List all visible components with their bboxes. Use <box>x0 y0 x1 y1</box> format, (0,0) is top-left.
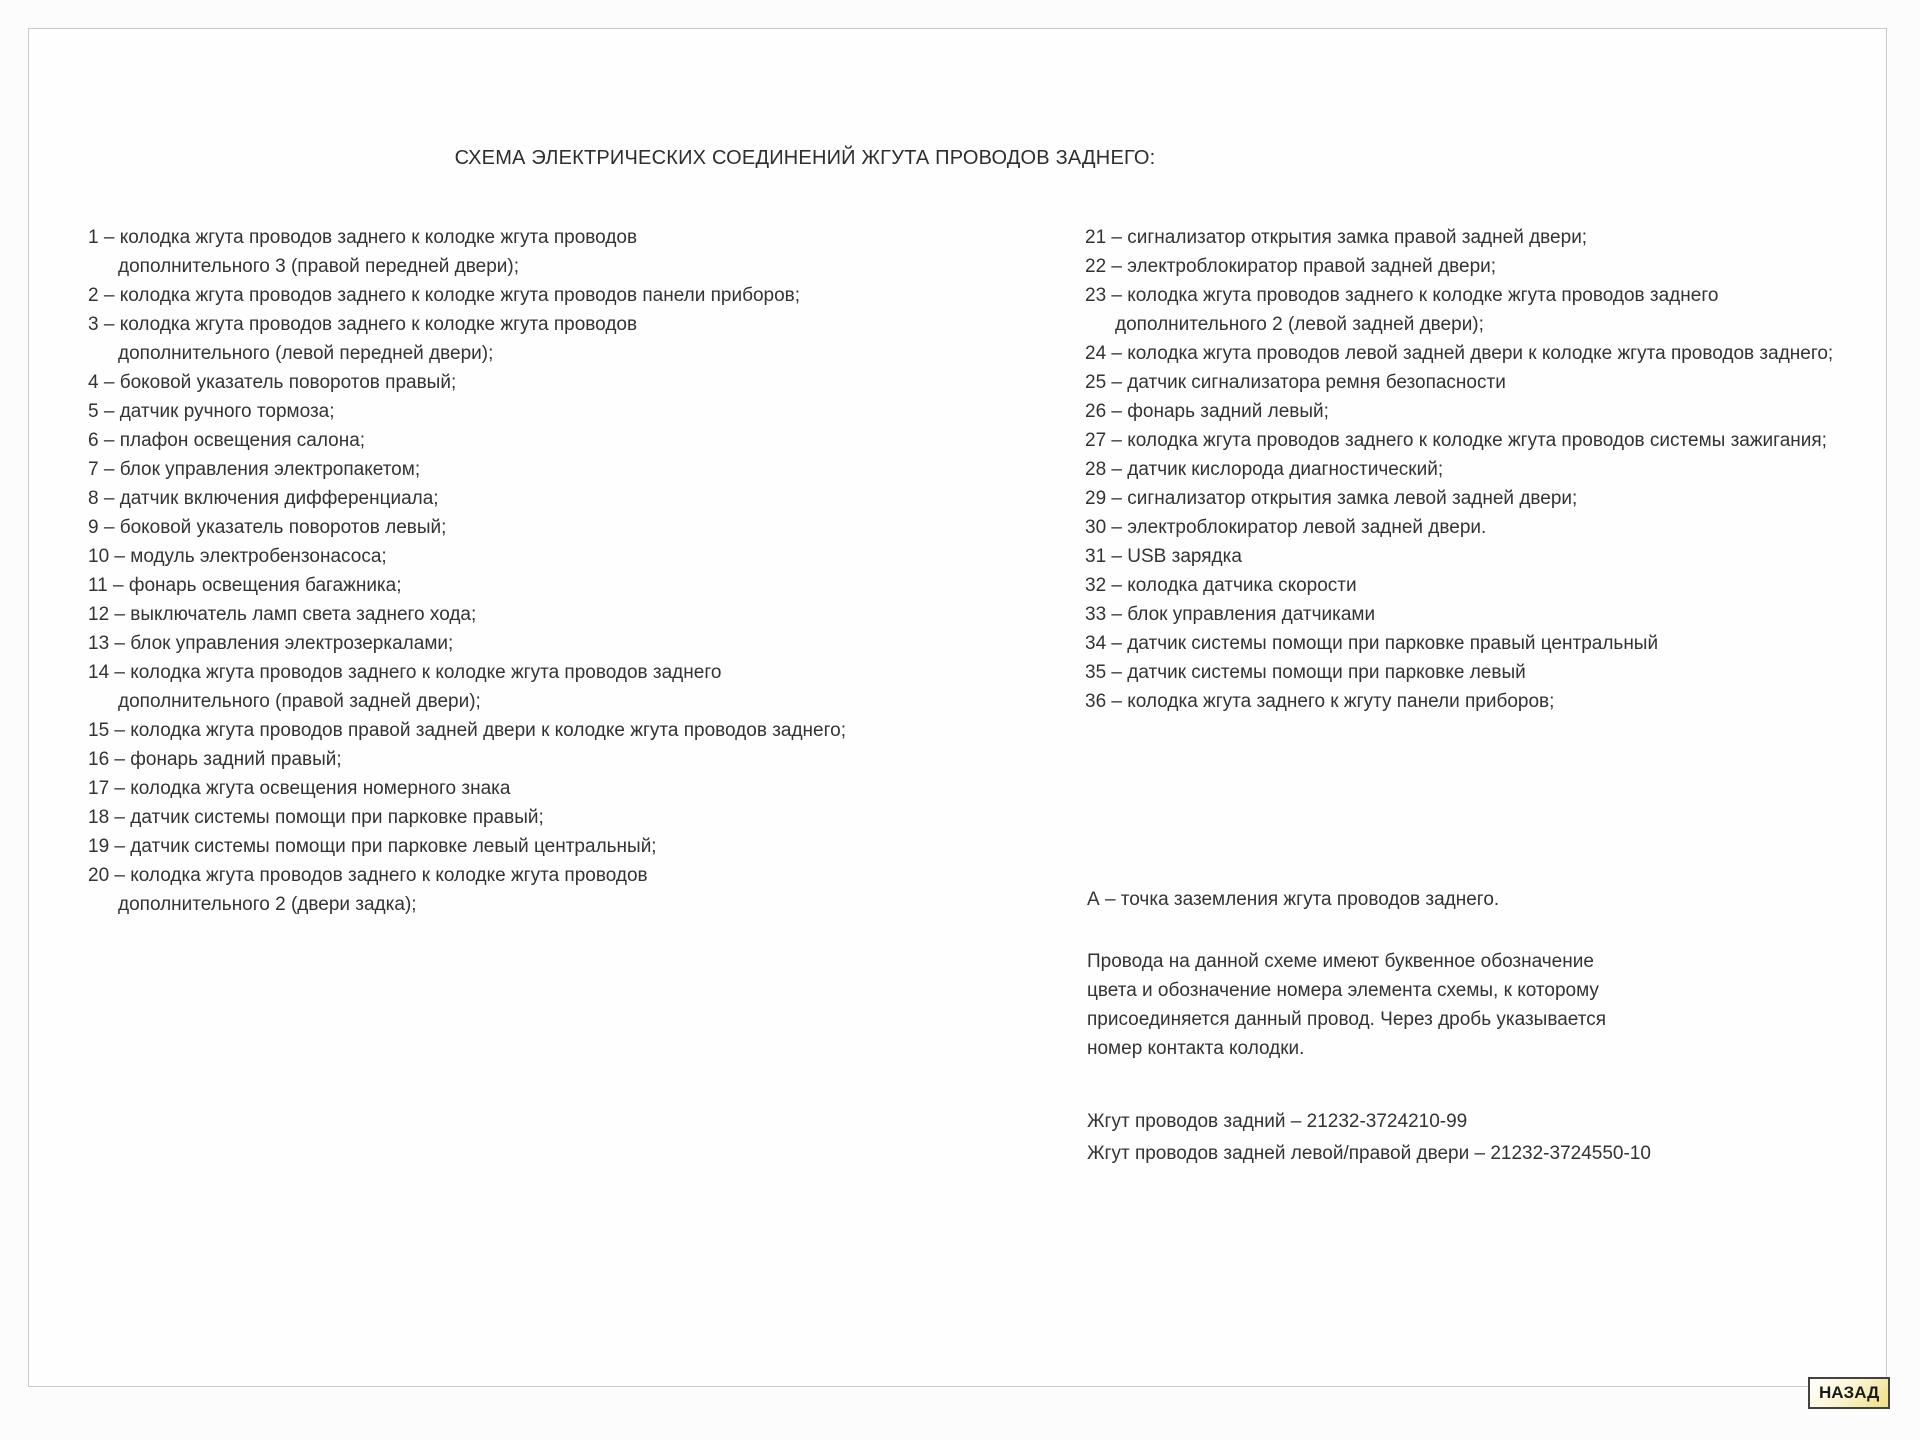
page-title: СХЕМА ЭЛЕКТРИЧЕСКИХ СОЕДИНЕНИЙ ЖГУТА ПРОВОДОВ ЗАДНЕГО: <box>454 147 1156 169</box>
legend-item-6: 6 – плафон освещения салона; <box>88 430 366 451</box>
harness-rear-part-number: Жгут проводов задний – 21232-3724210-99 <box>1087 1111 1468 1132</box>
legend-item-9: 9 – боковой указатель поворотов левый; <box>88 517 447 538</box>
legend-item-34: 34 – датчик системы помощи при парковке правый центральный <box>1085 633 1659 654</box>
legend-item-8: 8 – датчик включения дифференциала; <box>88 488 439 509</box>
legend-item-36: 36 – колодка жгута заднего к жгуту панели приборов; <box>1085 691 1555 712</box>
legend-item-29: 29 – сигнализатор открытия замка левой задней двери; <box>1085 488 1578 509</box>
legend-item-24: 24 – колодка жгута проводов левой задней двери к колодке жгута проводов заднего; <box>1085 343 1834 364</box>
legend-item-27: 27 – колодка жгута проводов заднего к колодке жгута проводов системы зажигания; <box>1085 430 1827 451</box>
legend-list-right <box>1085 223 1885 716</box>
legend-item-17: 17 – колодка жгута освещения номерного знака <box>88 778 511 799</box>
legend-item-19: 19 – датчик системы помощи при парковке левый центральный; <box>88 836 657 857</box>
legend-item-28: 28 – датчик кислорода диагностический; <box>1085 459 1444 480</box>
ground-point-note: А – точка заземления жгута проводов заднего. <box>1087 889 1500 910</box>
legend-item-31: 31 – USB зарядка <box>1085 546 1242 567</box>
legend-item-12: 12 – выключатель ламп света заднего хода; <box>88 604 477 625</box>
legend-item-26: 26 – фонарь задний левый; <box>1085 401 1329 422</box>
legend-item-32: 32 – колодка датчика скорости <box>1085 575 1357 596</box>
legend-item-33: 33 – блок управления датчиками <box>1085 604 1376 625</box>
legend-item-21: 21 – сигнализатор открытия замка правой задней двери; <box>1085 227 1588 248</box>
legend-item-11: 11 – фонарь освещения багажника; <box>88 575 402 596</box>
legend-item-14: 14 – колодка жгута проводов заднего к колодке жгута проводов заднего дополнительного (правой задней двери); <box>88 662 722 712</box>
wire-color-note: Провода на данной схеме имеют буквенное обозначение цвета и обозначение номера элемента схемы, к которому присоединяется данный провод. Через дробь указывается номер контакта колодки. <box>1087 951 1606 1059</box>
legend-item-15: 15 – колодка жгута проводов правой задней двери к колодке жгута проводов заднего; <box>88 720 846 741</box>
legend-item-13: 13 – блок управления электрозеркалами; <box>88 633 454 654</box>
legend-item-2: 2 – колодка жгута проводов заднего к колодке жгута проводов панели приборов; <box>88 285 801 306</box>
legend-item-18: 18 – датчик системы помощи при парковке правый; <box>88 807 544 828</box>
legend-item-35: 35 – датчик системы помощи при парковке левый <box>1085 662 1526 683</box>
legend-item-4: 4 – боковой указатель поворотов правый; <box>88 372 457 393</box>
legend-item-25: 25 – датчик сигнализатора ремня безопасности <box>1085 372 1506 393</box>
legend-item-3: 3 – колодка жгута проводов заднего к колодке жгута проводов дополнительного (левой передней двери); <box>88 314 638 364</box>
legend-item-20: 20 – колодка жгута проводов заднего к колодке жгута проводов дополнительного 2 (двери задка); <box>88 865 648 915</box>
legend-item-23: 23 – колодка жгута проводов заднего к колодке жгута проводов заднего дополнительного 2 (левой задней двери); <box>1085 285 1719 335</box>
back-button[interactable]: НАЗАД <box>1808 1377 1890 1409</box>
legend-item-22: 22 – электроблокиратор правой задней двери; <box>1085 256 1497 277</box>
legend-item-16: 16 – фонарь задний правый; <box>88 749 342 770</box>
legend-item-5: 5 – датчик ручного тормоза; <box>88 401 335 422</box>
harness-doors-part-number: Жгут проводов задней левой/правой двери – 21232-3724550-10 <box>1087 1143 1651 1164</box>
legend-item-1: 1 – колодка жгута проводов заднего к колодке жгута проводов дополнительного 3 (правой передней двери); <box>88 227 638 277</box>
legend-item-10: 10 – модуль электробензонасоса; <box>88 546 387 567</box>
legend-item-7: 7 – блок управления электропакетом; <box>88 459 421 480</box>
legend-item-30: 30 – электроблокиратор левой задней двери. <box>1085 517 1487 538</box>
harness-part-numbers <box>1087 1106 1651 1170</box>
legend-list-left <box>88 223 858 919</box>
